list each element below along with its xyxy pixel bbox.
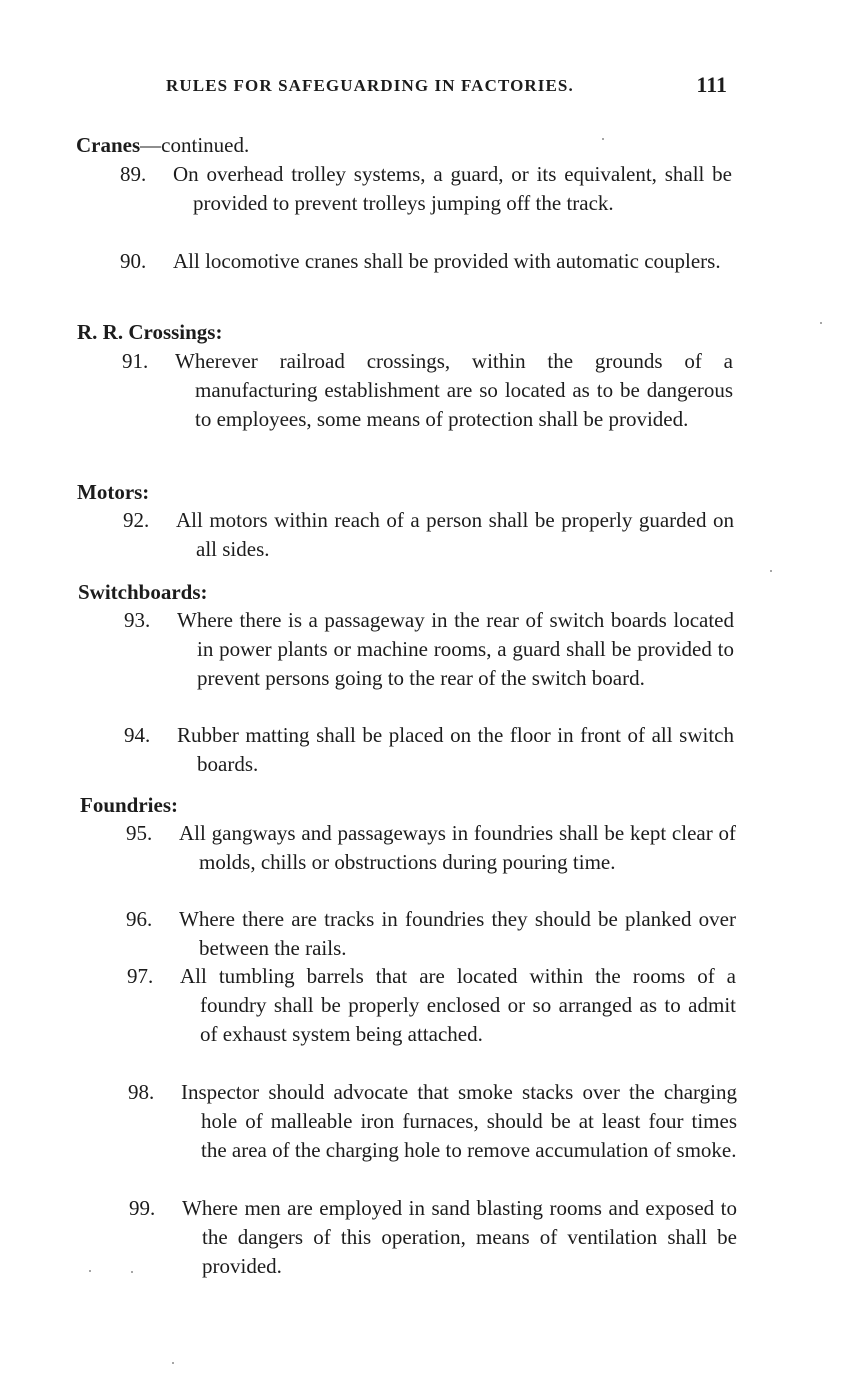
scan-speck [89, 1270, 91, 1272]
section-heading-switchboards [78, 578, 208, 607]
rule-number: 96. [126, 907, 153, 931]
rule-text: All tumbling barrels that are located within the rooms of a foundry shall be properly enclosed or so arranged as to admit of exhaust system being attached. [180, 964, 736, 1046]
scan-speck [770, 570, 772, 572]
rule-number: 91. [122, 349, 149, 373]
rule-text: All motors within reach of a person shall be properly guarded on all sides. [176, 508, 734, 561]
running-title: RULES FOR SAFEGUARDING IN FACTORIES. [166, 76, 574, 95]
rule-text: All gangways and passageways in foundries shall be kept clear of molds, chills or obstructions during pouring time. [179, 821, 736, 874]
rule-number: 97. [127, 964, 154, 988]
rule-text: All locomotive cranes shall be provided with automatic couplers. [173, 249, 721, 273]
rule-text: Rubber matting shall be placed on the floor in front of all switch boards. [177, 723, 734, 776]
scan-speck [172, 1362, 174, 1364]
rule-text: On overhead trolley systems, a guard, or its equivalent, shall be provided to prevent trolleys jumping off the track. [173, 162, 732, 215]
section-heading-label: R. R. Crossings: [77, 320, 223, 344]
section-heading-foundries [80, 791, 178, 820]
section-heading-motors [77, 478, 149, 507]
rule-number: 90. [120, 249, 147, 273]
rule-number: 92. [123, 508, 150, 532]
section-heading-label: Foundries: [80, 793, 179, 817]
section-heading-cranes [76, 131, 249, 160]
section-heading-label: Switchboards: [78, 580, 208, 604]
rule-number: 93. [124, 608, 151, 632]
rule-text: Inspector should advocate that smoke stacks over the charging hole of malleable iron furnaces, should be at least four times the area of the charging hole to remove accumulation of smoke. [181, 1080, 737, 1162]
rule-text: Where there is a passageway in the rear of switch boards located in power plants or machine rooms, a guard shall be provided to prevent persons going to the rear of the switch board. [177, 608, 734, 690]
page-number: 111 [696, 72, 727, 97]
rule-text: Where men are employed in sand blasting rooms and exposed to the dangers of this operation, means of ventilation shall be provided. [182, 1196, 737, 1278]
scan-speck [602, 138, 604, 140]
scan-speck [131, 1271, 133, 1273]
rule-number: 89. [120, 162, 147, 186]
section-heading-rr-crossings [77, 318, 222, 347]
rule-number: 95. [126, 821, 153, 845]
rule-text: Where there are tracks in foundries they should be planked over between the rails. [179, 907, 736, 960]
section-heading-suffix: —continued. [140, 133, 250, 157]
running-head [166, 74, 729, 104]
section-heading-label: Cranes [76, 133, 141, 157]
scan-speck [820, 322, 822, 324]
rule-number: 99. [129, 1196, 156, 1220]
section-heading-label: Motors: [77, 480, 150, 504]
rule-number: 98. [128, 1080, 155, 1104]
rule-text: Wherever railroad crossings, within the grounds of a manufacturing establishment are so located as to be dangerous to employees, some means of protection shall be provided. [175, 349, 733, 431]
rule-number: 94. [124, 723, 151, 747]
